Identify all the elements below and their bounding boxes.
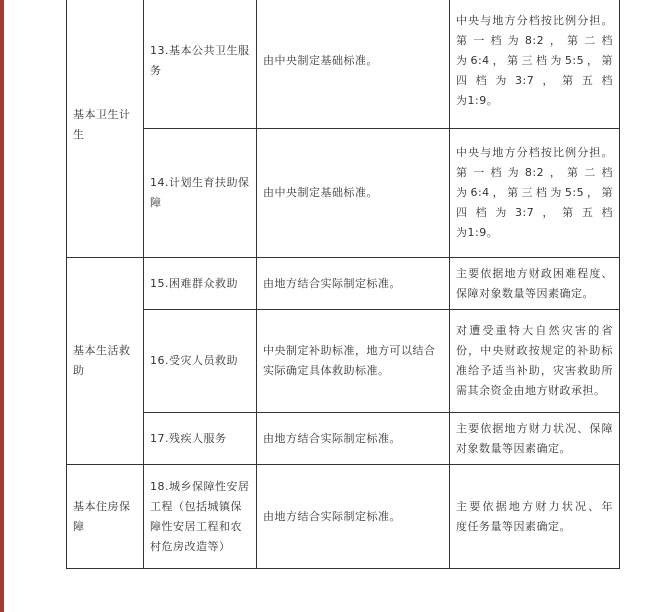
policy-table	[66, 0, 620, 569]
standard-text: 由中央制定基础标准。	[263, 186, 378, 199]
standard-text: 由中央制定基础标准。	[263, 53, 378, 67]
funding-cell	[450, 310, 620, 413]
funding-cell	[450, 129, 620, 258]
funding-line: 保障对象数量等因素确定。	[456, 286, 594, 300]
category-cell	[67, 0, 144, 258]
item-label: 13.基本公共卫生服务	[150, 43, 250, 77]
item-cell	[144, 0, 257, 129]
funding-line: 四档为3:7，第五档	[456, 73, 613, 87]
table-row	[67, 465, 620, 569]
funding-cell	[450, 0, 620, 129]
funding-cell	[450, 465, 620, 569]
funding-line: 四档为3:7，第五档	[456, 206, 613, 219]
table-row	[67, 258, 620, 310]
left-accent-border	[0, 0, 4, 612]
standard-cell	[257, 310, 450, 413]
funding-line: 需其余资金由地方财政承担。	[456, 384, 606, 397]
item-cell	[144, 465, 257, 569]
item-cell	[144, 310, 257, 413]
funding-line: 度任务量等因素确定。	[456, 519, 571, 533]
item-label: 16.受灾人员救助	[150, 354, 238, 367]
funding-line: 主要依据地方财政困难程度、	[456, 266, 613, 280]
item-label: 17.残疾人服务	[150, 431, 227, 445]
standard-cell	[257, 258, 450, 310]
table-row	[67, 0, 620, 129]
item-label: 18.城乡保障性安居工程（包括城镇保障性安居工程和农村危房改造等）	[150, 479, 250, 553]
category-label: 基本卫生计生	[73, 108, 131, 141]
standard-cell	[257, 413, 450, 465]
item-cell	[144, 258, 257, 310]
category-label: 基本住房保障	[73, 499, 131, 533]
funding-line: 为6:4，第三档为5:5，第	[456, 53, 613, 67]
funding-line: 主要依据地方财力状况、年	[456, 499, 613, 513]
standard-text: 由地方结合实际制定标准。	[263, 509, 401, 523]
funding-line: 份，中央财政按规定的补助标	[456, 344, 613, 357]
standard-cell	[257, 0, 450, 129]
category-cell	[67, 465, 144, 569]
standard-text: 由地方结合实际制定标准。	[263, 431, 401, 445]
funding-line: 为6:4，第三档为5:5，第	[456, 186, 613, 199]
table-row	[67, 129, 620, 258]
standard-text: 中央制定补助标准，地方可以结合实际确定具体救助标准。	[263, 344, 436, 377]
table-row	[67, 413, 620, 465]
standard-text: 由地方结合实际制定标准。	[263, 276, 401, 290]
funding-line: 为1:9。	[456, 226, 499, 239]
funding-cell	[450, 258, 620, 310]
item-label: 15.困难群众救助	[150, 276, 238, 290]
funding-line: 主要依据地方财力状况、保障	[456, 421, 613, 435]
funding-line: 对象数量等因素确定。	[456, 441, 571, 455]
table-row	[67, 310, 620, 413]
funding-line: 第一档为8:2，第二档	[456, 166, 613, 179]
funding-line: 中央与地方分档按比例分担。	[456, 13, 613, 27]
item-cell	[144, 413, 257, 465]
category-cell	[67, 258, 144, 465]
funding-line: 第一档为8:2，第二档	[456, 33, 613, 47]
funding-line: 准给予适当补助，灾害救助所	[456, 364, 613, 377]
item-label: 14.计划生育扶助保障	[150, 176, 250, 209]
standard-cell	[257, 465, 450, 569]
funding-line: 为1:9。	[456, 93, 499, 107]
category-label: 基本生活救助	[73, 344, 131, 377]
funding-line: 对遭受重特大自然灾害的省	[456, 324, 613, 337]
item-cell	[144, 129, 257, 258]
funding-cell	[450, 413, 620, 465]
standard-cell	[257, 129, 450, 258]
funding-line: 中央与地方分档按比例分担。	[456, 146, 613, 159]
